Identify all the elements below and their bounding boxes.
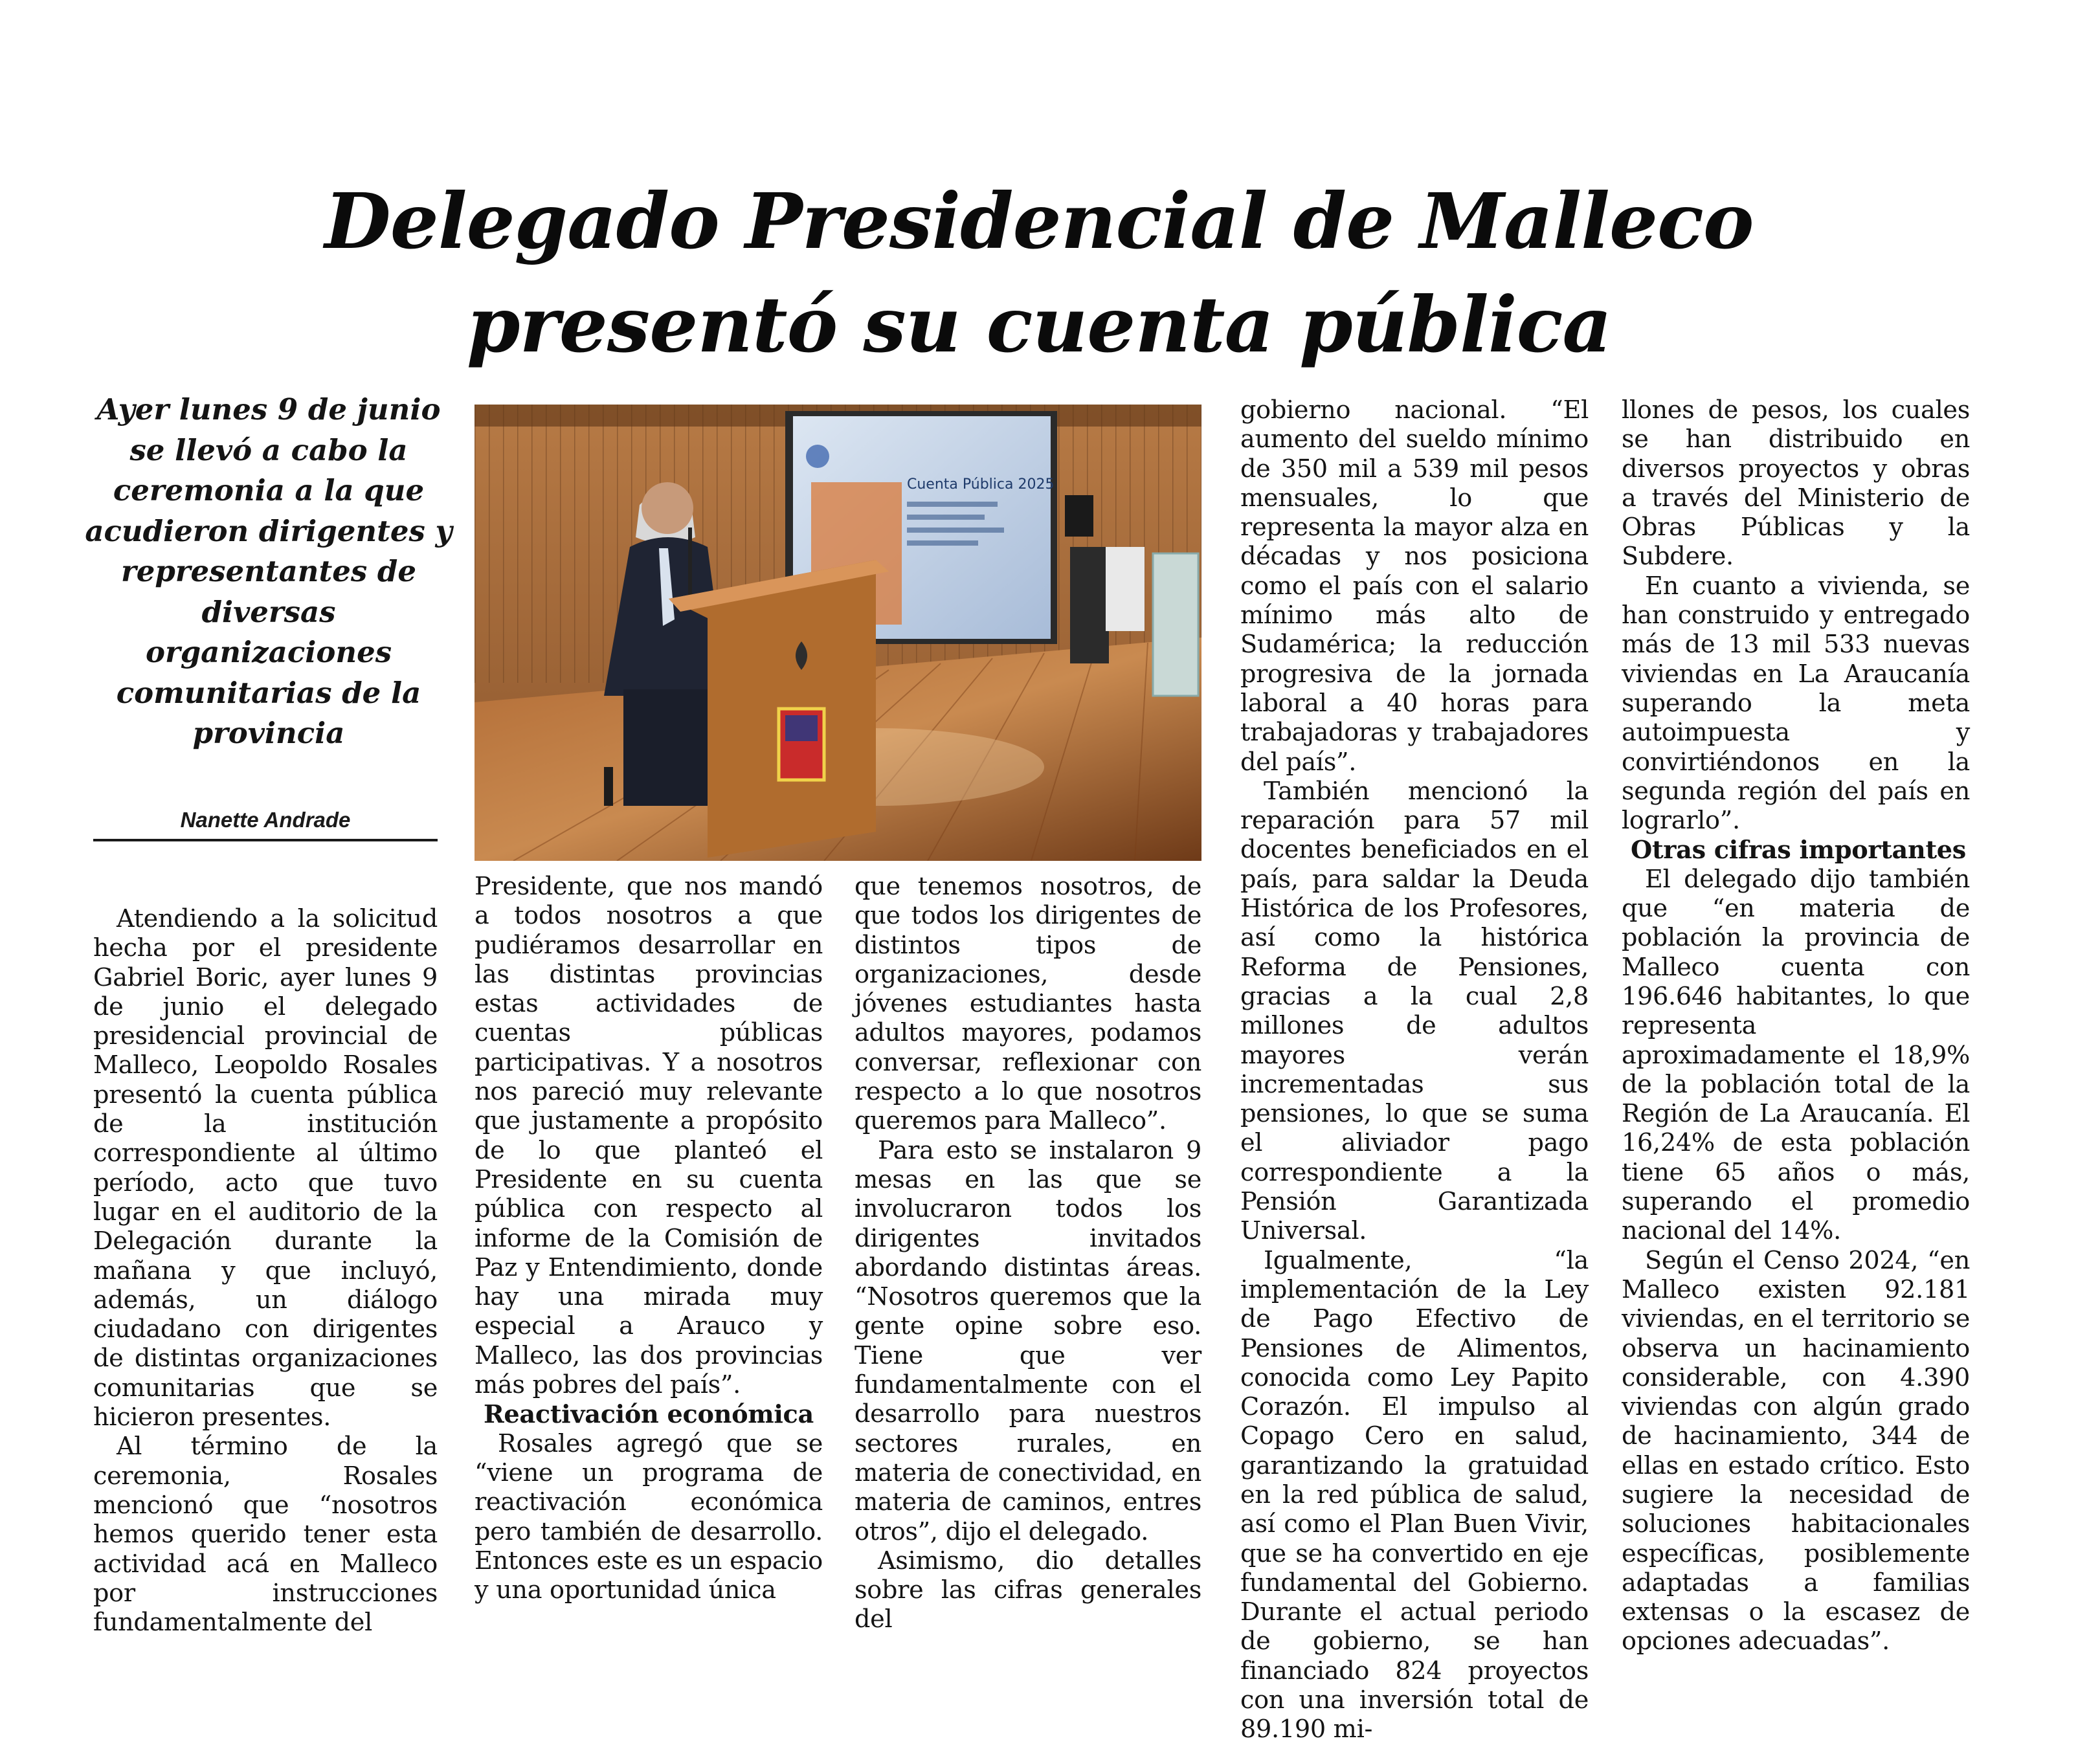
paragraph: En cuanto a vivienda, se han construido y entregado más de 13 mil 533 nuevas viviendas en La Araucanía superando la meta autoimpuesta y convirtiéndonos en la segunda región del país en lograrlo”. (1622, 572, 1970, 836)
paragraph: Rosales agregó que se “viene un programa de reactivación económica pero también de desarrollo. Entonces este es un espacio y una oportunidad única (475, 1429, 823, 1605)
article-column-2 (475, 873, 823, 1605)
paragraph: Presidente, que nos mandó a todos nosotros a que pudiéramos desarrollar en las distintas provincias estas actividades de cuentas públicas participativas. Y a nosotros nos pareció muy relevante que justamente a propósito de lo que planteó el Presidente en su cuenta pública con respecto al informe de la Comisión de Paz y Entendimiento, donde hay una mirada muy especial a Arauco y Malleco, las dos provincias más pobres del país”. (475, 873, 823, 1400)
article-column-5 (1622, 396, 1970, 1657)
screen-title: Cuenta Pública 2025 (907, 476, 1055, 493)
paragraph: llones de pesos, los cuales se han distribuido en diversos proyectos y obras a través del Ministerio de Obras Públicas y la Subdere. (1622, 396, 1970, 572)
paragraph: gobierno nacional. “El aumento del sueldo mínimo de 350 mil a 539 mil pesos mensuales, lo que representa la mayor alza en décadas y nos posiciona como el país con el salario mínimo más alto de Sudamérica; la reducción progresiva de la jornada laboral a 40 horas para trabajadoras y trabajadores del país”. (1240, 396, 1589, 777)
byline-author: Nanette Andrade (93, 808, 438, 841)
paragraph: Asimismo, dio detalles sobre las cifras generales del (855, 1546, 1201, 1634)
paragraph: Según el Censo 2024, “en Malleco existen 92.181 viviendas, en el territorio se observa un hacinamiento considerable, con 4.390 viviendas con algún grado de hacinamiento, 344 de ellas en estado crítico. Esto sugiere la necesidad de soluciones habitacionales específicas, posiblemente adaptadas a familias extensas o la escasez de opciones adecuadas”. (1622, 1246, 1970, 1656)
paragraph: Al término de la ceremonia, Rosales mencionó que “nosotros hemos querido tener esta actividad acá en Malleco por instrucciones fundamentalmente del (93, 1432, 438, 1638)
paragraph: También mencionó la reparación para 57 mil docentes beneficiados en el país, para saldar la Deuda Histórica de los Profesores, así como la histórica Reforma de Pensiones, gracias a la cual 2,8 millones de adultos mayores verán incrementadas sus pensiones, lo que se suma el aliviador pago correspondiente a la Pensión Garantizada Universal. (1240, 777, 1589, 1246)
subheading-reactivacion: Reactivación económica (484, 1400, 814, 1430)
headline-line-1: Delegado Presidencial de Malleco (324, 176, 1754, 266)
article-column-3 (855, 873, 1201, 1635)
headline-line-2: presentó su cuenta pública (467, 280, 1611, 370)
paragraph: Atendiendo a la solicitud hecha por el presidente Gabriel Boric, ayer lunes 9 de junio el delegado presidencial provincial de Malleco, Leopoldo Rosales presentó la cuenta pública de la institución correspondiente al último período, acto que tuvo lugar en el auditorio de la Delegación durante la mañana y que incluyó, además, un diálogo ciudadano con dirigentes de distintas organizaciones comunitarias que se hicieron presentes. (93, 905, 438, 1432)
article-photo (475, 405, 1201, 861)
headline (91, 170, 1987, 377)
subheading-otras-cifras: Otras cifras importantes (1631, 836, 1966, 865)
paragraph: Igualmente, “la implementación de la Ley de Pago Efectivo de Pensiones de Alimentos, conocida como Ley Papito Corazón. El impulso al Copago Cero en salud, garantizando la gratuidad en la red pública de salud, así como el Plan Buen Vivir, que se ha convertido en eje fundamental del Gobierno. Durante el actual periodo de gobierno, se han financiado 824 proyectos con una inversión total de 89.190 mi- (1240, 1246, 1589, 1744)
lede-summary: Ayer lunes 9 de junio se llevó a cabo la ceremonia a la que acudieron dirigentes y representantes de diversas organizaciones comunitarias de la provincia (85, 392, 452, 750)
article-column-1 (93, 905, 438, 1638)
paragraph: que tenemos nosotros, de que todos los dirigentes de distintos tipos de organizaciones, desde jóvenes estudiantes hasta adultos mayores, podamos conversar, reflexionar con respecto a lo que nosotros queremos para Malleco”. (855, 873, 1201, 1136)
article-column-4 (1240, 396, 1589, 1745)
paragraph: Para esto se instalaron 9 mesas en las que se involucraron todos los dirigentes invitados abordando distintas áreas. “Nosotros queremos que la gente opine sobre eso. Tiene que ver fundamentalmente con el desarrollo para nuestros sectores rurales, en materia de conectividad, en materia de caminos, entres otros”, dijo el delegado. (855, 1136, 1201, 1546)
paragraph: El delegado dijo también que “en materia de población la provincia de Malleco cuenta con 196.646 habitantes, lo que representa aproximadamente el 18,9% de la población total de la Región de La Araucanía. El 16,24% de esta población tiene 65 años o más, superando el promedio nacional del 14%. (1622, 865, 1970, 1246)
